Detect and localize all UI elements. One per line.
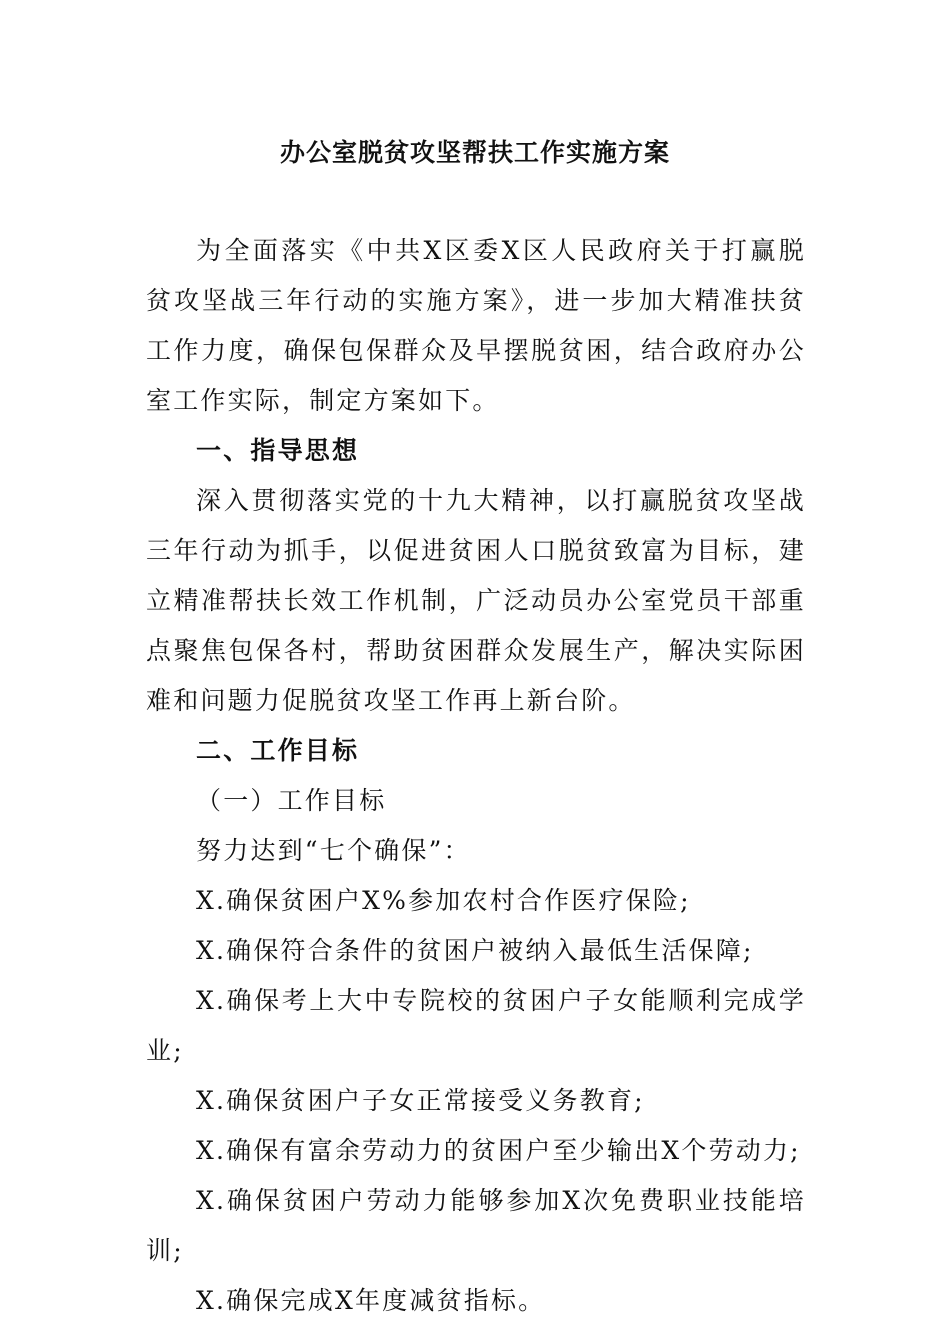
document-body	[146, 226, 806, 1326]
document-title: 办公室脱贫攻坚帮扶工作实施方案	[279, 138, 670, 167]
goal-item: X.确保完成X年度减贫指标。	[196, 1286, 546, 1315]
goals-lead: 努力达到“七个确保”：	[196, 836, 471, 865]
intro-paragraph: 为全面落实《中共X区委X区人民政府关于打赢脱贫攻坚战三年行动的实施方案》，进一步加大精准扶贫工作力度，确保包保群众及早摆脱贫困，结合政府办公室工作实际，制定方案如下。	[146, 236, 806, 415]
goal-item: X.确保贫困户子女正常接受义务教育;	[196, 1086, 645, 1115]
goal-item: X.确保贫困户劳动力能够参加X次免费职业技能培训;	[146, 1186, 806, 1265]
guiding-ideology-paragraph: 深入贯彻落实党的十九大精神，以打赢脱贫攻坚战三年行动为抓手，以促进贫困人口脱贫致富为目标，建立精准帮扶长效工作机制，广泛动员办公室党员干部重点聚焦包保各村，帮助贫困群众发展生产，解决实际困难和问题力促脱贫攻坚工作再上新台阶。	[146, 486, 806, 715]
subheading-work-goals: （一）工作目标	[196, 786, 387, 815]
section-heading-work-goals: 二、工作目标	[196, 736, 360, 765]
section-heading-guiding-ideology: 一、指导思想	[196, 436, 360, 465]
goal-item: X.确保考上大中专院校的贫困户子女能顺利完成学业;	[146, 986, 806, 1065]
goal-item: X.确保符合条件的贫困户被纳入最低生活保障;	[196, 936, 754, 965]
goal-item: X.确保有富余劳动力的贫困户至少输出X个劳动力;	[196, 1136, 801, 1165]
goal-item: X.确保贫困户X%参加农村合作医疗保险;	[196, 886, 691, 915]
